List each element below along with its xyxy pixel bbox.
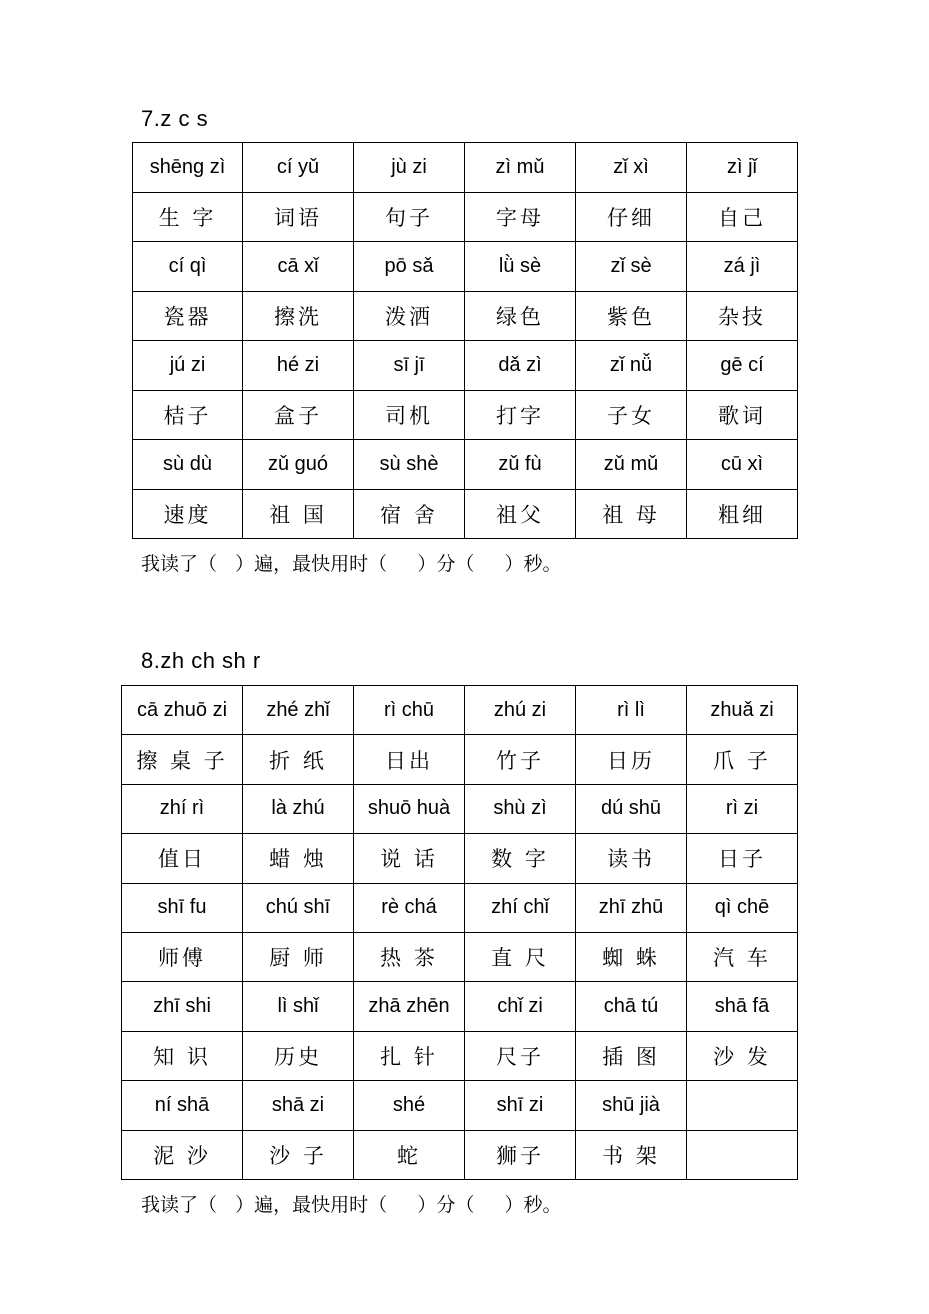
hanzi-cell: 祖父 [465, 489, 576, 539]
pinyin-cell: là zhú [243, 784, 354, 833]
hanzi-row [133, 192, 798, 242]
hanzi-cell: 书 架 [576, 1130, 687, 1179]
pinyin-cell: cā xǐ [243, 242, 354, 292]
hanzi-cell: 擦 桌 子 [122, 735, 243, 784]
hanzi-cell: 泥 沙 [122, 1130, 243, 1179]
pinyin-cell: cā zhuō zi [122, 686, 243, 735]
hanzi-cell: 蜡 烛 [243, 834, 354, 883]
pinyin-cell: zhú zi [465, 686, 576, 735]
pinyin-cell: zì mǔ [465, 143, 576, 193]
pinyin-cell: shēng zì [133, 143, 243, 193]
hanzi-row [133, 390, 798, 440]
hanzi-cell: 打字 [465, 390, 576, 440]
pinyin-row [122, 784, 798, 833]
pinyin-cell: zì jǐ [687, 143, 798, 193]
pinyin-cell: shā zi [243, 1081, 354, 1130]
pinyin-cell: zǔ mǔ [576, 440, 687, 490]
pinyin-row [122, 883, 798, 932]
pinyin-cell: gē cí [687, 341, 798, 391]
hanzi-cell: 擦洗 [243, 291, 354, 341]
pinyin-cell: rì lì [576, 686, 687, 735]
hanzi-cell: 瓷器 [133, 291, 243, 341]
hanzi-cell: 粗细 [687, 489, 798, 539]
pinyin-cell: ní shā [122, 1081, 243, 1130]
hanzi-cell: 仔细 [576, 192, 687, 242]
hanzi-cell: 子女 [576, 390, 687, 440]
pinyin-cell: zhí chǐ [465, 883, 576, 932]
pinyin-cell: sù dù [133, 440, 243, 490]
pinyin-cell: jú zi [133, 341, 243, 391]
hanzi-cell: 厨 师 [243, 932, 354, 981]
pinyin-cell: zá jì [687, 242, 798, 292]
hanzi-cell: 折 纸 [243, 735, 354, 784]
pinyin-cell [687, 1081, 798, 1130]
hanzi-cell: 热 茶 [354, 932, 465, 981]
hanzi-cell: 尺子 [465, 1031, 576, 1080]
hanzi-cell: 绿色 [465, 291, 576, 341]
pinyin-cell: zǐ sè [576, 242, 687, 292]
hanzi-cell: 汽 车 [687, 932, 798, 981]
hanzi-cell: 知 识 [122, 1031, 243, 1080]
hanzi-cell: 师傅 [122, 932, 243, 981]
hanzi-row [133, 291, 798, 341]
hanzi-cell: 日历 [576, 735, 687, 784]
pinyin-cell: zǔ fù [465, 440, 576, 490]
pinyin-cell: zǐ nǚ [576, 341, 687, 391]
hanzi-cell: 歌词 [687, 390, 798, 440]
hanzi-cell: 生 字 [133, 192, 243, 242]
pinyin-cell: cí yǔ [243, 143, 354, 193]
hanzi-cell: 插 图 [576, 1031, 687, 1080]
pinyin-cell: rì chū [354, 686, 465, 735]
hanzi-cell: 竹子 [465, 735, 576, 784]
pinyin-row [133, 440, 798, 490]
hanzi-cell: 蜘 蛛 [576, 932, 687, 981]
hanzi-cell: 狮子 [465, 1130, 576, 1179]
pinyin-row [122, 982, 798, 1031]
hanzi-cell: 数 字 [465, 834, 576, 883]
hanzi-row [122, 1031, 798, 1080]
pinyin-cell: zǐ xì [576, 143, 687, 193]
pinyin-row [122, 686, 798, 735]
section-8-table [121, 685, 798, 1180]
hanzi-cell: 速度 [133, 489, 243, 539]
pinyin-cell: sù shè [354, 440, 465, 490]
section-8-title: 8.zh ch sh r [141, 648, 261, 673]
pinyin-cell: sī jī [354, 341, 465, 391]
hanzi-cell: 日出 [354, 735, 465, 784]
hanzi-cell: 自己 [687, 192, 798, 242]
hanzi-cell: 词语 [243, 192, 354, 242]
hanzi-cell: 祖 母 [576, 489, 687, 539]
hanzi-cell: 读书 [576, 834, 687, 883]
hanzi-row [133, 489, 798, 539]
hanzi-cell: 日子 [687, 834, 798, 883]
hanzi-cell: 杂技 [687, 291, 798, 341]
hanzi-row [122, 834, 798, 883]
pinyin-cell: chú shī [243, 883, 354, 932]
pinyin-cell: shuō huà [354, 784, 465, 833]
pinyin-cell: dǎ zì [465, 341, 576, 391]
pinyin-cell: pō sǎ [354, 242, 465, 292]
hanzi-cell: 扎 针 [354, 1031, 465, 1080]
pinyin-cell: lǜ sè [465, 242, 576, 292]
pinyin-cell: zhā zhēn [354, 982, 465, 1031]
pinyin-cell: zhī shi [122, 982, 243, 1031]
hanzi-cell: 泼洒 [354, 291, 465, 341]
pinyin-cell: zhī zhū [576, 883, 687, 932]
hanzi-cell: 紫色 [576, 291, 687, 341]
pinyin-row [133, 242, 798, 292]
section-7-table [132, 142, 798, 539]
hanzi-cell: 宿 舍 [354, 489, 465, 539]
pinyin-cell: shī zi [465, 1081, 576, 1130]
pinyin-row [122, 1081, 798, 1130]
pinyin-cell: zhé zhǐ [243, 686, 354, 735]
pinyin-row [133, 143, 798, 193]
pinyin-cell: shī fu [122, 883, 243, 932]
pinyin-cell: jù zi [354, 143, 465, 193]
pinyin-cell: dú shū [576, 784, 687, 833]
section-7-title: 7.z c s [141, 106, 209, 131]
hanzi-row [122, 932, 798, 981]
hanzi-cell: 祖 国 [243, 489, 354, 539]
pinyin-cell: rè chá [354, 883, 465, 932]
section-7-reading-record: 我读了（ ）遍，最快用时（ ）分（ ）秒。 [141, 553, 562, 575]
hanzi-cell: 说 话 [354, 834, 465, 883]
hanzi-cell: 沙 发 [687, 1031, 798, 1080]
hanzi-cell: 句子 [354, 192, 465, 242]
pinyin-cell: chǐ zi [465, 982, 576, 1031]
hanzi-cell: 字母 [465, 192, 576, 242]
hanzi-cell: 蛇 [354, 1130, 465, 1179]
pinyin-cell: hé zi [243, 341, 354, 391]
hanzi-row [122, 1130, 798, 1179]
pinyin-row [133, 341, 798, 391]
pinyin-cell: cí qì [133, 242, 243, 292]
hanzi-cell [687, 1130, 798, 1179]
hanzi-cell: 沙 子 [243, 1130, 354, 1179]
pinyin-cell: shū jià [576, 1081, 687, 1130]
pinyin-cell: shé [354, 1081, 465, 1130]
pinyin-cell: qì chē [687, 883, 798, 932]
pinyin-cell: shù zì [465, 784, 576, 833]
pinyin-cell: zhuǎ zi [687, 686, 798, 735]
pinyin-cell: chā tú [576, 982, 687, 1031]
hanzi-cell: 司机 [354, 390, 465, 440]
hanzi-cell: 桔子 [133, 390, 243, 440]
pinyin-cell: zhí rì [122, 784, 243, 833]
pinyin-cell: lì shǐ [243, 982, 354, 1031]
hanzi-row [122, 735, 798, 784]
pinyin-cell: shā fā [687, 982, 798, 1031]
pinyin-cell: cū xì [687, 440, 798, 490]
hanzi-cell: 爪 子 [687, 735, 798, 784]
hanzi-cell: 盒子 [243, 390, 354, 440]
section-8-reading-record: 我读了（ ）遍，最快用时（ ）分（ ）秒。 [141, 1194, 562, 1216]
hanzi-cell: 值日 [122, 834, 243, 883]
hanzi-cell: 历史 [243, 1031, 354, 1080]
pinyin-cell: rì zi [687, 784, 798, 833]
hanzi-cell: 直 尺 [465, 932, 576, 981]
pinyin-cell: zǔ guó [243, 440, 354, 490]
